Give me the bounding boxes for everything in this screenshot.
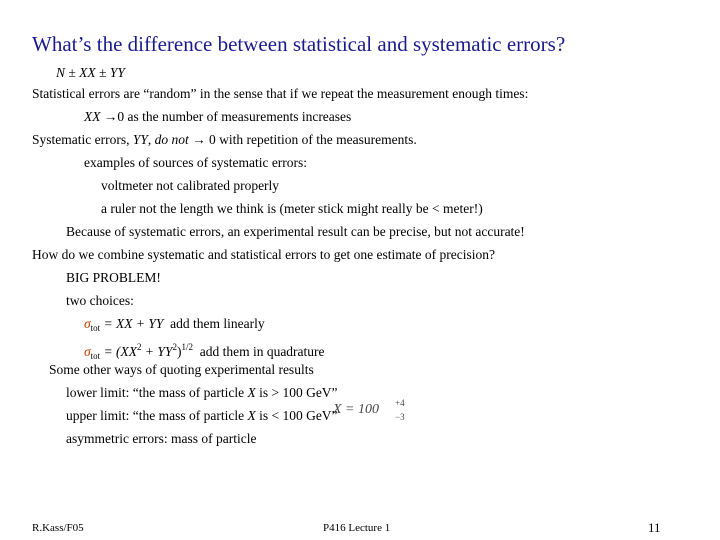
systematic-comma: ,: [147, 132, 155, 147]
yy-symbol: YY: [132, 132, 148, 147]
upper-limit-lead: upper limit: “the mass of particle: [66, 408, 248, 423]
xx-limit-text: →0 as the number of measurements increases: [100, 109, 352, 124]
systematic-errors-lead: Systematic errors,: [32, 132, 133, 147]
particle-x: X: [247, 408, 256, 423]
statistical-errors-text: Statistical errors are “random” in the sense that if we repeat the measurement enough times:: [32, 86, 529, 101]
do-not-emphasis: do not: [154, 132, 189, 147]
xx-symbol: XX: [84, 109, 101, 124]
page-number: 11: [648, 520, 661, 535]
overlay-expression: X = 100: [333, 402, 379, 417]
asymmetric-errors-text: asymmetric errors: mass of particle: [66, 431, 257, 446]
overlay-minus: −3: [395, 412, 405, 422]
superscript-half: 1/2: [181, 342, 193, 352]
other-ways-text: Some other ways of quoting experimental results: [49, 362, 314, 377]
particle-x: X: [247, 385, 256, 400]
upper-limit-tail: is < 100 GeV”: [255, 408, 338, 423]
sigma-symbol: σ: [84, 344, 91, 359]
lower-limit-tail: is > 100 GeV”: [255, 385, 338, 400]
upper-limit-line: [66, 408, 338, 424]
two-choices-text: two choices:: [66, 293, 134, 308]
asymmetric-error-equation: [333, 400, 413, 422]
quadrature-note: add them in quadrature: [199, 344, 325, 359]
linear-note: add them linearly: [170, 316, 265, 331]
lower-limit-line: [66, 385, 338, 401]
linear-expression: = XX + YY: [100, 316, 164, 331]
lower-limit-lead: lower limit: “the mass of particle: [66, 385, 248, 400]
quadrature-expression-a: = (XX: [100, 344, 138, 359]
sigma-subscript: tot: [90, 351, 101, 361]
precise-not-accurate-text: Because of systematic errors, an experimental result can be precise, but not accurate!: [66, 224, 525, 239]
combine-question: How do we combine systematic and statistical errors to get one estimate of precision?: [32, 247, 495, 262]
slide-title: What’s the difference between statistical and systematic errors?: [32, 32, 566, 56]
example-ruler: a ruler not the length we think is (meter stick might really be < meter!): [101, 201, 483, 216]
quadrature-expression-b: + YY: [141, 344, 173, 359]
measurement-notation: N ± XX ± YY: [56, 65, 125, 80]
systematic-errors-tail: → 0 with repetition of the measurements.: [188, 132, 417, 147]
footer-author: R.Kass/F05: [32, 522, 84, 534]
examples-heading: examples of sources of systematic errors:: [84, 155, 308, 170]
big-problem-text: BIG PROBLEM!: [66, 270, 161, 285]
example-voltmeter: voltmeter not calibrated properly: [101, 178, 280, 193]
overlay-plus: +4: [395, 398, 405, 408]
formula-quadrature: [84, 339, 325, 364]
superscript-2b: 2: [172, 342, 177, 352]
formula-linear: [84, 316, 265, 336]
systematic-errors-line: [32, 132, 417, 148]
sigma-subscript: tot: [90, 323, 101, 333]
sigma-symbol: σ: [84, 316, 91, 331]
footer-lecture: P416 Lecture 1: [323, 522, 391, 534]
quadrature-expression-c: ): [176, 344, 182, 359]
superscript-2a: 2: [137, 342, 142, 352]
xx-limit-line: [84, 109, 351, 125]
